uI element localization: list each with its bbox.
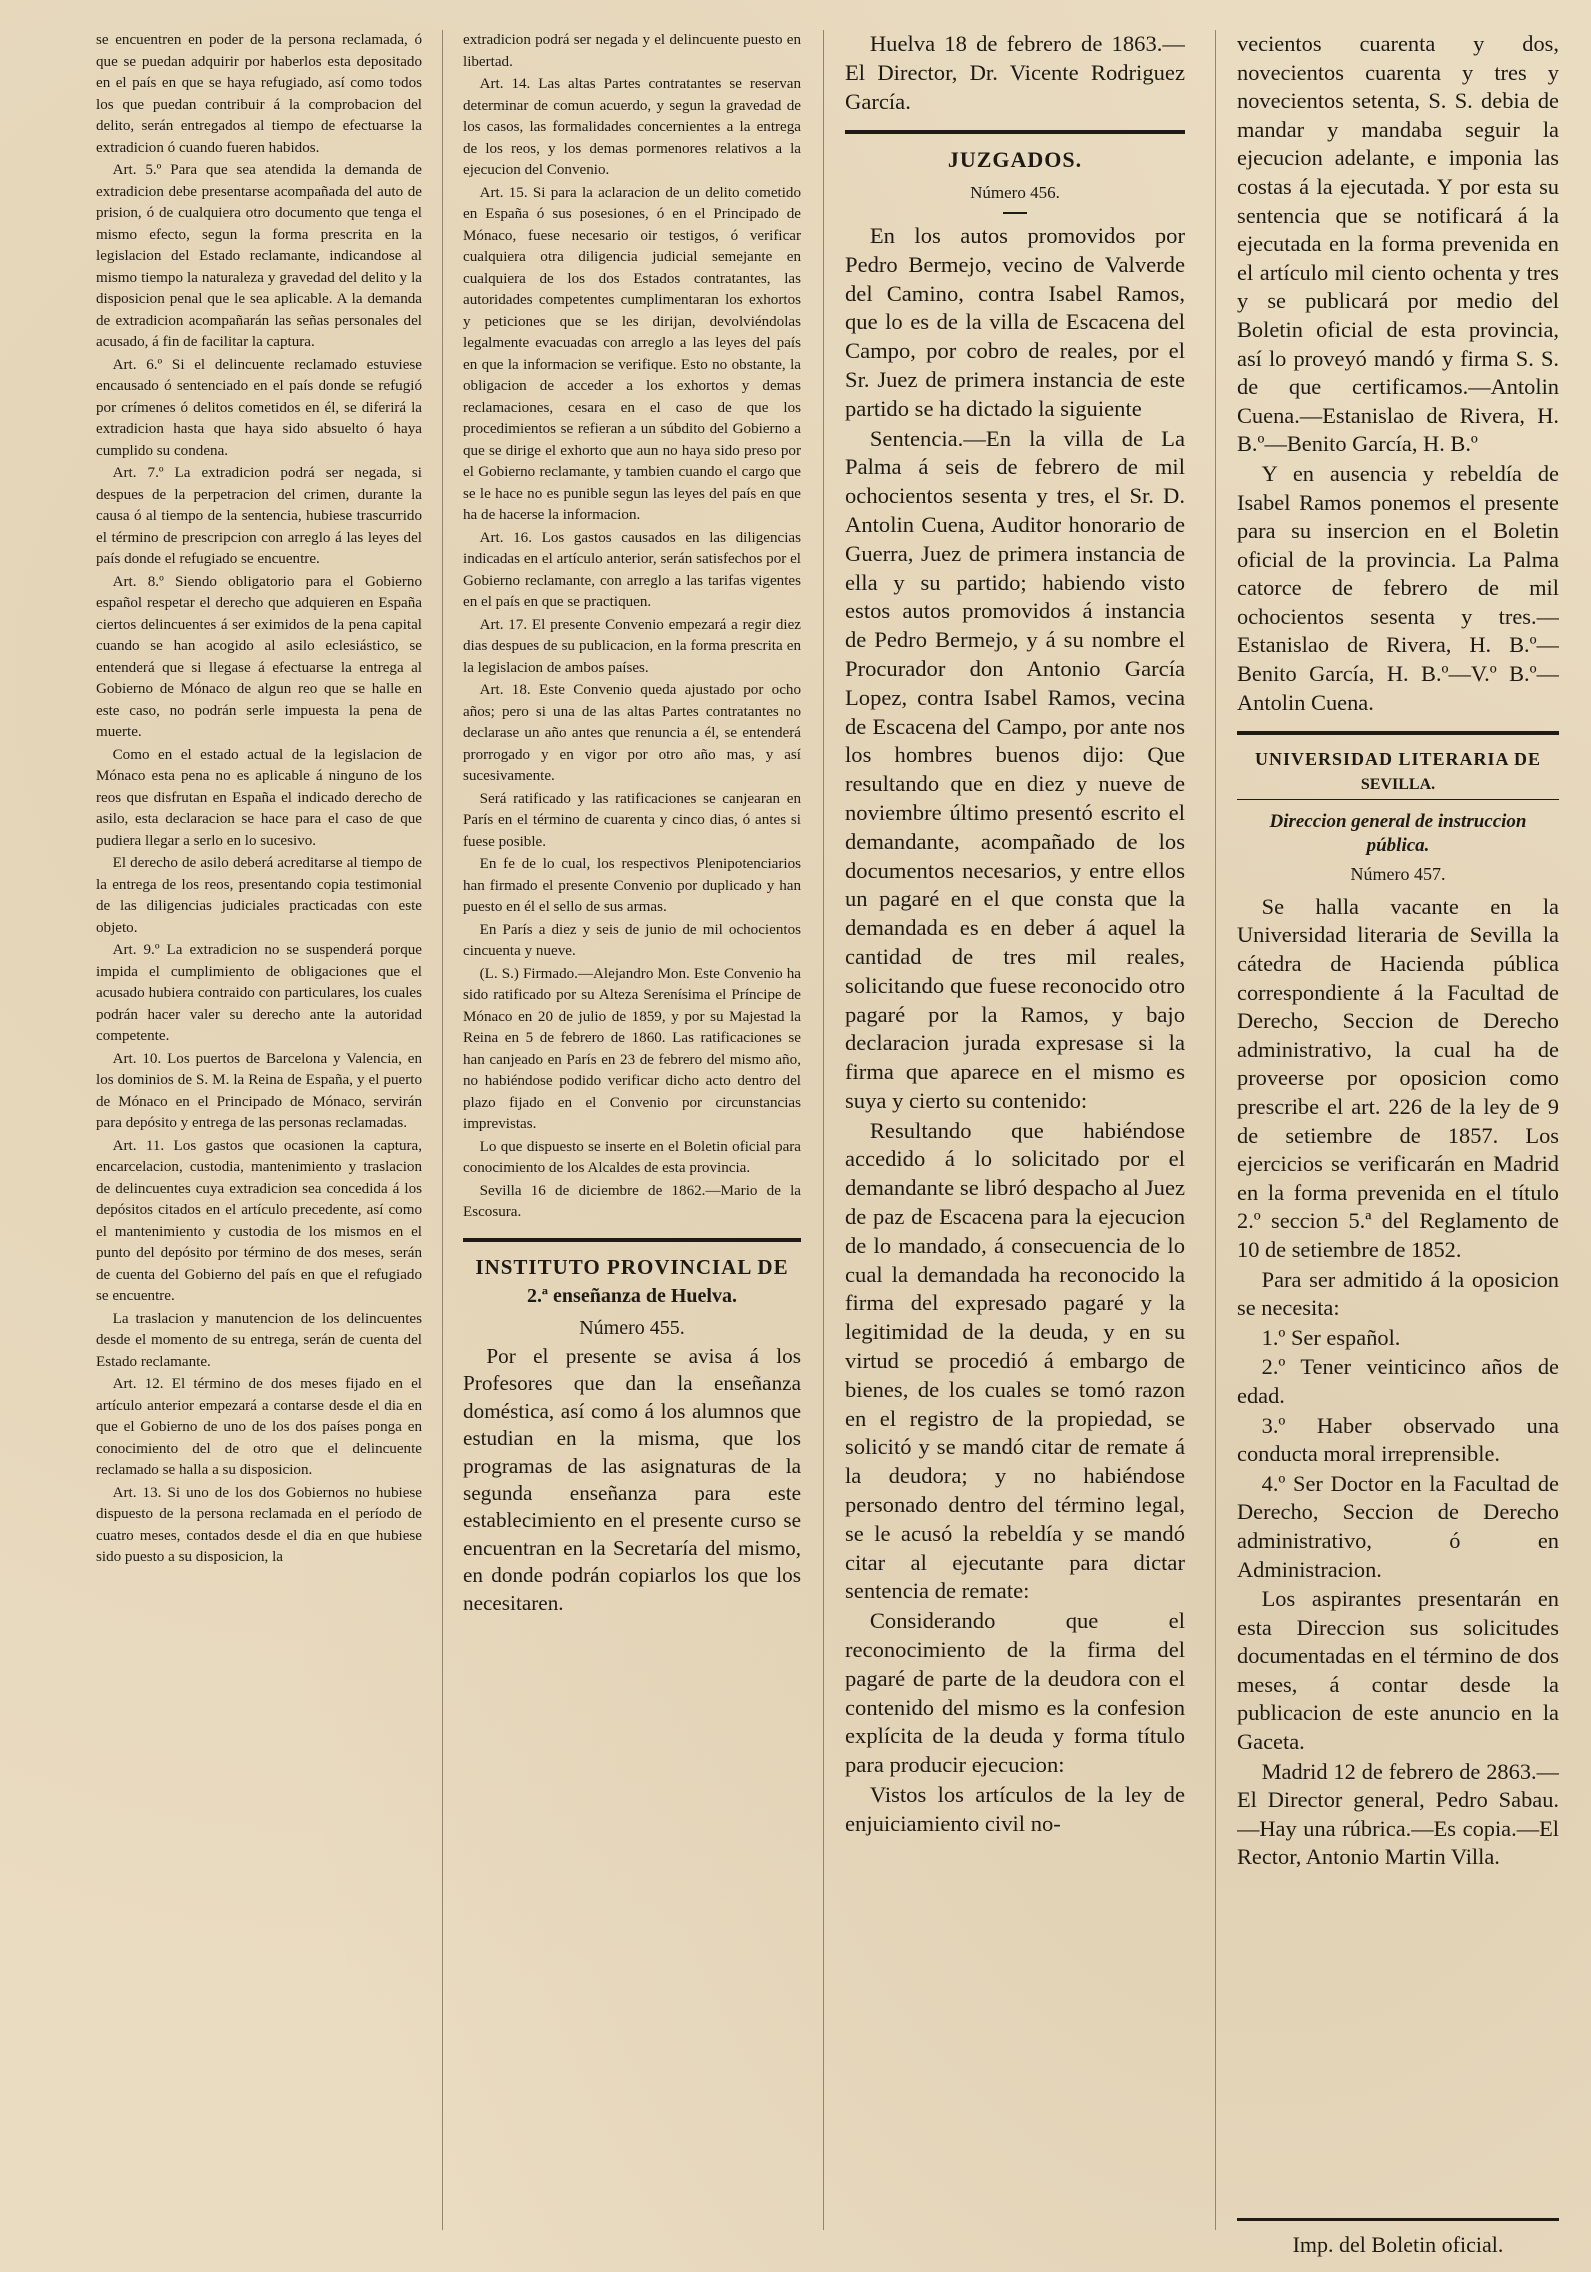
paragraph: La traslacion y manutencion de los delincuentes desde el momento de su entrega, serán de cuenta del Estado reclamante.	[96, 1310, 422, 1370]
section-rule	[845, 130, 1185, 134]
column-4	[1237, 30, 1559, 2255]
paragraph: 3.º Haber observado una conducta moral irreprensible.	[1237, 1412, 1559, 1467]
paragraph: se encuentren en poder de la persona reclamada, ó que se puedan adquirir por haberlos esta depositado en el país en que se haya refugiado, así como todos los que puedan contribuir á la comprobacion del delito, serán entregados al tiempo de efectuarse la extradicion ó cuando fueren habidos.	[96, 32, 422, 156]
section-rule	[463, 1238, 801, 1242]
paragraph: Se halla vacante en la Universidad literaria de Sevilla la cátedra de Hacienda pública correspondiente á la Facultad de Derecho, Seccion de Derecho administrativo, la cual ha de proveerse por oposicion como prescribe el art. 226 de la ley de 9 de setiembre de 1857. Los ejercicios se verificarán en Madrid en la forma prevenida en el título 2.º seccion 5.ª del Reglamento de 10 de setiembre de 1852.	[1237, 893, 1559, 1262]
juzgados-title: JUZGADOS.	[947, 147, 1083, 173]
instituto-title: INSTITUTO PROVINCIAL DE	[475, 1254, 789, 1279]
paragraph: El derecho de asilo deberá acreditarse al tiempo de la entrega de los reos, presentando copia testimonial de las diligencias judiciales practicadas con este objeto.	[96, 855, 422, 936]
paragraph: Art. 7.º La extradicion podrá ser negada, si despues de la perpetracion del crimen, durante la causa ó al tiempo de la sentencia, hubiese trascurrido el término de prescripcion con arreglo á las leyes del país donde el refugiado se encuentre.	[96, 465, 422, 567]
paragraph: Vistos los artículos de la ley de enjuiciamiento civil no-	[845, 1782, 1185, 1836]
paragraph: Art. 18. Este Convenio queda ajustado por ocho años; pero si una de las altas Partes contratantes no declarase un año antes que renuncia a él, se entenderá prorrogado y en vigor por otro año mas, y así sucesivamente.	[463, 682, 801, 784]
paragraph: Sentencia.—En la villa de La Palma á seis de febrero de mil ochocientos sesenta y tres, el Sr. D. Antolin Cuena, Auditor honorario de Guerra, Juez de primera instancia de ella y su partido; habiendo visto estos autos promovidos á instancia de Pedro Bermejo, y á su nombre el Procurador don Antonio García Lopez, contra Isabel Ramos, vecina de Escacena del Campo, por ante nos los hombres buenos dijo: Que resultando que en diez y nueve de noviembre último presentó escrito el demandante, acompañado de los documentos necesarios, y entre ellos un pagaré en el que consta que la demandada es en deber á aquel la cantidad de tres mil reales, solicitando que fuese reconocido otro pagaré por la Ramos, y bajo declaracion jurada expresase si la firma que aparece en el mismo es suya y cierto su contenido:	[845, 425, 1185, 1113]
notice-number: Número 455.	[579, 1316, 685, 1339]
column-1	[96, 30, 422, 2255]
paragraph: En los autos promovidos por Pedro Bermejo, vecino de Valverde del Camino, contra Isabel Ramos, que lo es de la villa de Escacena del Campo, por cobro de reales, por el Sr. Juez de primera instancia de este partido se ha dictado la siguiente	[845, 222, 1185, 421]
paragraph: Considerando que el reconocimiento de la firma del pagaré de parte de la deudora con el contenido del mismo es la confesion explícita de la deuda y forma título para producir ejecucion:	[845, 1608, 1185, 1778]
paragraph: Art. 12. El término de dos meses fijado en el artículo anterior empezará a contarse desde el dia en que el Gobierno de uno de los dos países ponga en conocimiento del de otro que el delincuente reclamado se halla a su disposicion.	[96, 1376, 422, 1478]
notice-number: Número 457.	[1350, 864, 1446, 885]
paragraph: 4.º Ser Doctor en la Facultad de Derecho, Seccion de Derecho administrativo, ó en Administracion.	[1237, 1470, 1559, 1582]
section-rule	[1237, 731, 1559, 735]
paragraph: Art. 15. Si para la aclaracion de un delito cometido en España ó sus posesiones, ó en el Principado de Mónaco, fuese necesario oir testigos, ó verificar cualquiera otra diligencia judicial semejante en cualquiera de los dos Estados contratantes, las autoridades competentes cumplimentaran los exhortos y peticiones que se les dirijan, devolviéndolas legalmente evacuadas con arreglo a las leyes del país en que la informacion se verifique. Esto no obstante, la obligacion de acceder a los exhortos y demas reclamaciones, cesara en el caso de que los procedimientos se refieran a un súbdito del Gobierno a que se dirige el exhorto que aun no haya sido preso por el Gobierno reclamante, y tambien cuando el cargo que se le hace no es punible segun las leyes del país en que ha de hacerse la informacion.	[463, 184, 801, 523]
paragraph: Huelva 18 de febrero de 1863.—El Director, Dr. Vicente Rodriguez García.	[845, 31, 1185, 114]
paragraph: En París a diez y seis de junio de mil ochocientos cincuenta y nueve.	[463, 921, 801, 959]
dash	[1003, 212, 1027, 214]
paragraph: Los aspirantes presentarán en esta Direccion sus solicitudes documentadas en el término de dos meses, á contar desde la publicacion de este anuncio en la Gaceta.	[1237, 1586, 1559, 1755]
column-divider	[823, 30, 824, 2230]
column-3	[845, 30, 1185, 2255]
paragraph: Resultando que habiéndose accedido á lo solicitado por el demandante se libró despacho al Juez de paz de Escacena para la ejecucion de lo mandado, á consecuencia de lo cual la demandada ha reconocido la firma del expresado pagaré y la legitimidad de la deuda, y en su virtud se procedió á embargo de bienes, de los cuales se tomó razon en el registro de la propiedad, se solicitó y se mandó citar de remate á la deudora; y no habiéndose personado dentro del término legal, se le acusó la rebeldía y se mandó citar al ejecutante para dictar sentencia de remate:	[845, 1117, 1185, 1604]
paragraph: Art. 8.º Siendo obligatorio para el Gobierno español respetar el derecho que adquieren en España ciertos delincuentes á ser eximidos de la pena capital cuando se han acogido al asilo eclesiástico, se entenderá que si llegase á efectuarse la entrega al Gobierno de Mónaco de algun reo que se halle en este caso, no podrán serle impuesta la pena de muerte.	[96, 573, 422, 740]
paragraph: Para ser admitido á la oposicion se necesita:	[1237, 1266, 1559, 1321]
paragraph: Será ratificado y las ratificaciones se canjearan en París en el término de cuarenta y cinco dias, ó antes si fuese posible.	[463, 790, 801, 850]
imprint-rule	[1237, 2218, 1559, 2221]
paragraph: Art. 10. Los puertos de Barcelona y Valencia, en los dominios de S. M. la Reina de España, y el puerto de Mónaco en el Principado de Mónaco, servirán para depósito y entrega de las personas reclamadas.	[96, 1050, 422, 1131]
section-rule	[1237, 799, 1559, 800]
paragraph: Art. 13. Si uno de los dos Gobiernos no hubiese dispuesto de la persona reclamada en el período de cuatro meses, contados desde el dia en que hubiese sido puesto a su disposicion, la	[96, 1484, 422, 1565]
column-2	[463, 30, 801, 2255]
column-divider	[1215, 30, 1216, 2230]
paragraph: Art. 14. Las altas Partes contratantes se reservan determinar de comun acuerdo, y segun la gravedad de los casos, las formalidades concernientes a la entrega de los reos, y los demas pormenores relativos a la ejecucion del Convenio.	[463, 76, 801, 178]
notice-number: Número 456.	[970, 183, 1060, 203]
paragraph: En fe de lo cual, los respectivos Plenipotenciarios han firmado el presente Convenio por duplicado y han puesto en él el sello de sus armas.	[463, 856, 801, 915]
paragraph: Art. 5.º Para que sea atendida la demanda de extradicion debe presentarse acompañada del auto de prision, ó de cualquiera otro documento que tenga el mismo efecto, segun la forma prescrita en la legislacion del Estado reclamante, indicandose al mismo tiempo la naturaleza y gravedad del delito y la disposicion penal que le sea aplicable. A la demanda de extradicion acompañarán las señas personales del acusado, á fin de facilitar la captura.	[96, 162, 422, 350]
column-divider	[442, 30, 443, 2230]
imprint: Imp. del Boletin oficial.	[1292, 2232, 1504, 2257]
paragraph: Art. 11. Los gastos que ocasionen la captura, encarcelacion, custodia, mantenimiento y traslacion de delincuentes cuya extradicion sea concedida á los depósitos citados en el artículo precedente, así como el mantenimiento y custodia de los mismos en el punto del depósito por término de dos meses, serán de cuenta del Gobierno del país en que el refugiado se encuentre.	[96, 1137, 422, 1304]
paragraph: (L. S.) Firmado.—Alejandro Mon. Este Convenio ha sido ratificado por su Alteza Serenísima el Príncipe de Mónaco en 20 de julio de 1859, y por su Majestad la Reina en 5 de febrero de 1860. Las ratificaciones se han canjeado en París en 23 de febrero del mismo año, no habiéndose podido verificar dicho acto dentro del plazo fijado en el Convenio por circunstancias imprevistas.	[463, 965, 801, 1132]
paragraph: Lo que dispuesto se inserte en el Boletin oficial para conocimiento de los Alcaldes de esta provincia.	[463, 1138, 801, 1176]
paragraph: 2.º Tener veinticinco años de edad.	[1237, 1354, 1559, 1408]
paragraph: Como en el estado actual de la legislacion de Mónaco esta pena no es aplicable á ninguno de los reos que disfrutan en España el indicado derecho de asilo, esta declaracion se hace para el caso de que pudiera llegar a serlo en lo sucesivo.	[96, 746, 422, 849]
paragraph: Art. 17. El presente Convenio empezará a regir diez dias despues de su publicacion, en la forma prescrita en la legislacion de ambos países.	[463, 616, 801, 676]
paragraph: Sevilla 16 de diciembre de 1862.—Mario de la Escosura.	[463, 1182, 801, 1220]
paragraph: Art. 16. Los gastos causados en las diligencias indicadas en el artículo anterior, serán satisfechos por el Gobierno reclamante, con arreglo a las tarifas vigentes en el país en que se practiquen.	[463, 529, 801, 610]
universidad-subtitle: SEVILLA.	[1360, 776, 1436, 794]
paragraph: Art. 9.º La extradicion no se suspenderá porque impida el cumplimiento de obligaciones que el acusado hubiera contraido con particulares, los cuales podrán hacer valer su derecho ante la autoridad competente.	[96, 942, 422, 1044]
paragraph: 1.º Ser español.	[1261, 1324, 1401, 1350]
instituto-text: Por el presente se avisa á los Profesores que dan la enseñanza doméstica, así como á los alumnos que estudian en la misma, que los programas de las asignaturas de la segunda enseñanza para este establecimiento en el presente curso se encuentran en la Secretaría del mismo, en donde podrán copiarlos los que los necesitaren.	[463, 1344, 801, 1615]
universidad-title: UNIVERSIDAD LITERARIA DE	[1254, 749, 1542, 770]
direccion-title: Direccion general de instruccion pública.	[1269, 811, 1527, 857]
instituto-subtitle: 2.ª enseñanza de Huelva.	[527, 1284, 737, 1307]
paragraph: Y en ausencia y rebeldía de Isabel Ramos ponemos el presente para su insercion en el Boletin oficial de la provincia. La Palma catorce de febrero de mil ochocientos sesenta y tres.—Estanislao de Rivera, H. B.º—Benito García, H. B.º—V.º B.º—Antolin Cuena.	[1237, 460, 1559, 715]
paragraph: extradicion podrá ser negada y el delincuente puesto en libertad.	[463, 32, 801, 70]
paragraph: Art. 6.º Si el delincuente reclamado estuviese encausado ó sentenciado en el país donde se refugió por crímenes ó delitos cometidos en él, se diferirá la extradicion hasta que haya sido absuelto ó haya cumplido su condena.	[96, 356, 422, 459]
paragraph: vecientos cuarenta y dos, novecientos cuarenta y tres y novecientos setenta, S. S. debia de mandar y mandaba seguir la ejecucion adelante, e imponia las costas á la ejecutada. Y por esta su sentencia que se notificará á la ejecutada en la forma prevenida en el artículo mil ciento ochenta y tres y se publicará por medio del Boletin oficial de esta provincia, así lo proveyó mandó y firma S. S. de que certificamos.—Antolin Cuena.—Estanislao de Rivera, H. B.º—Benito García, H. B.º	[1237, 31, 1559, 457]
paragraph: Madrid 12 de febrero de 2863.—El Director general, Pedro Sabau.—Hay una rúbrica.—Es copia.—El Rector, Antonio Martin Villa.	[1237, 1758, 1559, 1870]
